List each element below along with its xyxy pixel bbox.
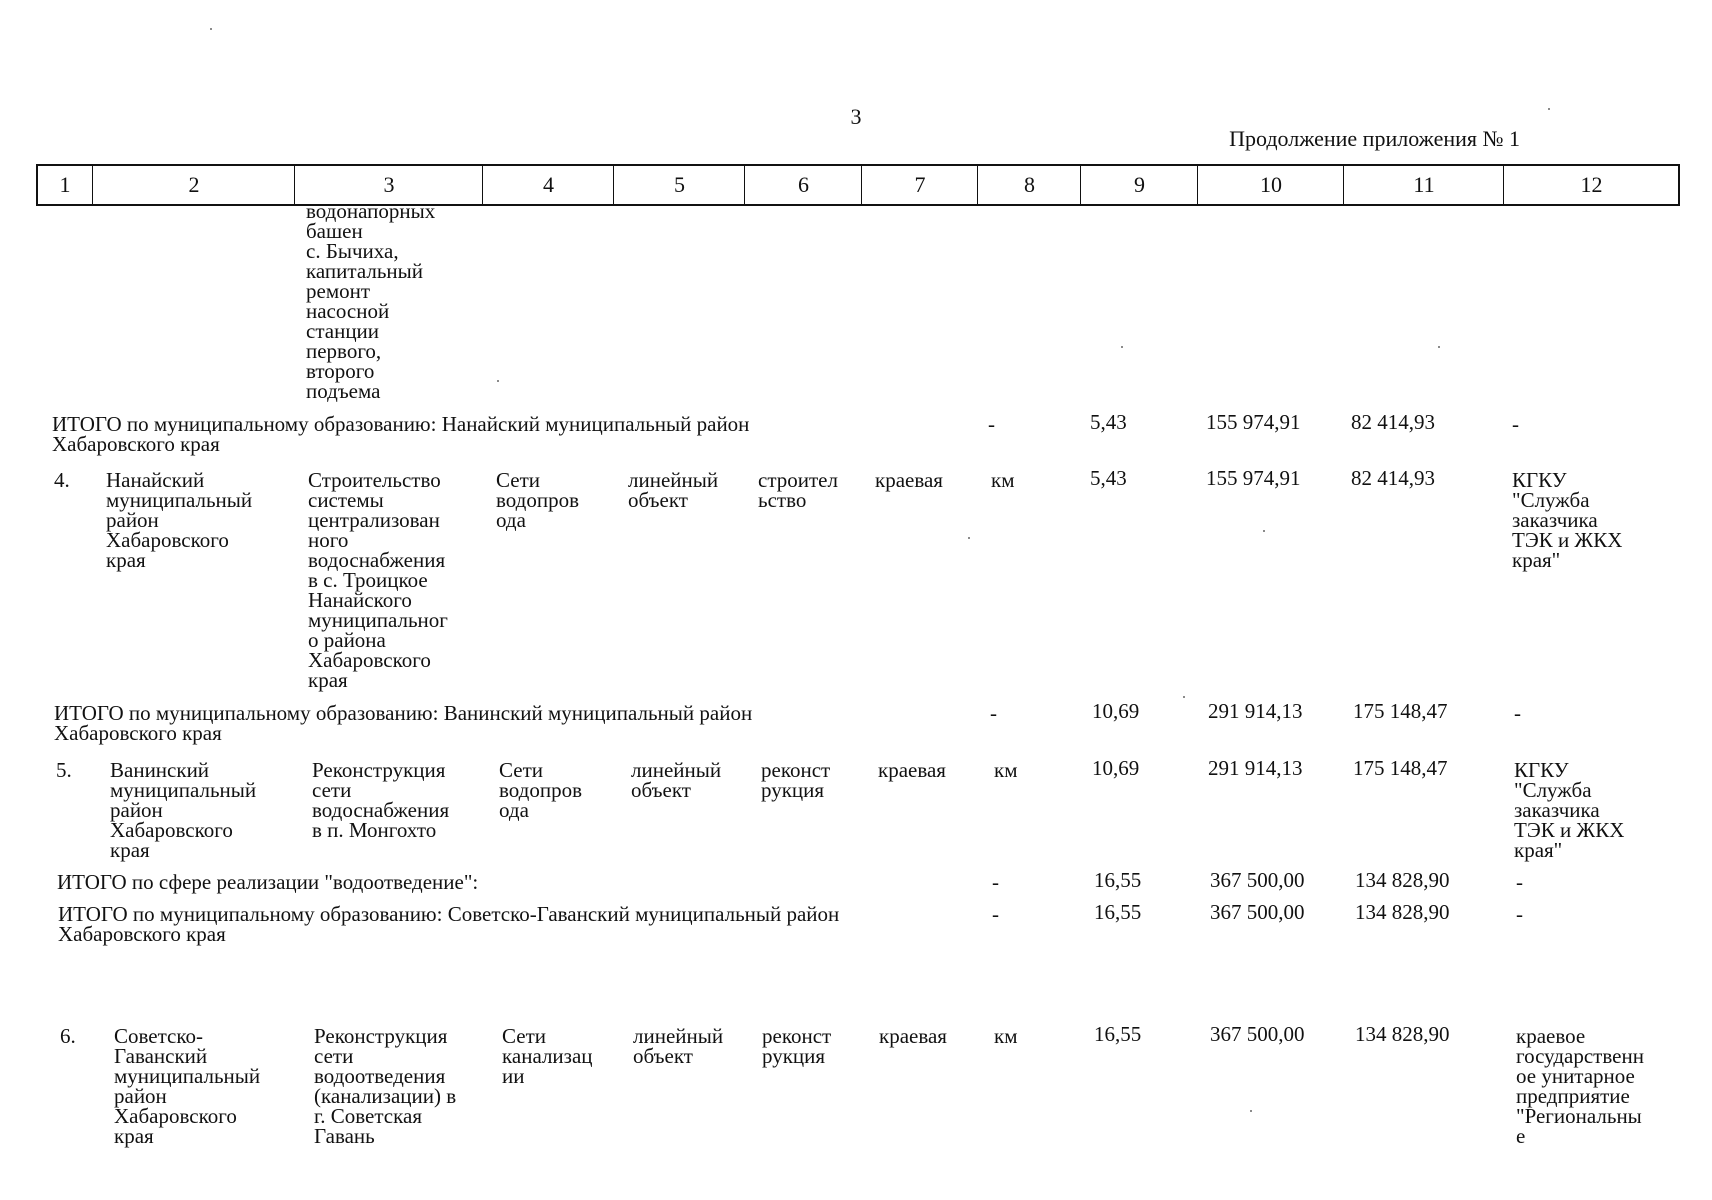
total-vanino-label: ИТОГО по муниципальному образованию: Ванинский муниципальный район Хабаровского края xyxy=(54,701,753,745)
header-col-6: 6 xyxy=(744,166,862,204)
page-number: 3 xyxy=(850,104,862,129)
row5-object-kind: линейный объект xyxy=(631,758,722,802)
row5-ownership: краевая xyxy=(878,758,946,782)
row4-network-type: Сети водопров ода xyxy=(496,468,580,532)
row5-funding: 175 148,47 xyxy=(1353,756,1448,780)
row6-work-type: реконст рукция xyxy=(762,1024,832,1068)
total-sewer-customer: - xyxy=(1516,870,1523,894)
total-sovgav-customer: - xyxy=(1516,902,1523,926)
row6-object: Реконструкция сети водоотведения (канализации) в г. Советская Гавань xyxy=(314,1024,457,1148)
header-col-12: 12 xyxy=(1503,166,1679,204)
row6-number: 6. xyxy=(60,1024,76,1048)
total-nanai-funding: 82 414,93 xyxy=(1351,410,1435,434)
scan-speck xyxy=(1121,346,1123,348)
row6-unit: км xyxy=(994,1024,1018,1048)
scan-speck xyxy=(1263,530,1265,532)
table-header xyxy=(36,164,1680,206)
total-sewer-c8: - xyxy=(992,870,999,894)
row6-network-type: Сети канализац ии xyxy=(502,1024,593,1088)
row5-work-type: реконст рукция xyxy=(761,758,831,802)
scan-speck xyxy=(1183,696,1185,698)
total-sovgav-c8: - xyxy=(992,902,999,926)
total-sovgav-funding: 134 828,90 xyxy=(1355,900,1450,924)
total-sewer-funding: 134 828,90 xyxy=(1355,868,1450,892)
row4-object-kind: линейный объект xyxy=(628,468,719,512)
row5-municipality: Ванинский муниципальный район Хабаровского края xyxy=(110,758,257,862)
scan-speck xyxy=(1250,1110,1252,1112)
total-nanai-label: ИТОГО по муниципальному образованию: Нанайский муниципальный район Хабаровского края xyxy=(52,412,750,456)
total-sovgav-label: ИТОГО по муниципальному образованию: Советско-Гаванский муниципальный район Хабаровского края xyxy=(58,902,840,946)
row4-unit: км xyxy=(991,468,1015,492)
row4-object: Строительство системы централизован ного водоснабжения в с. Троицкое Нанайского муниципальног о района Хабаровского края xyxy=(308,468,448,692)
scan-speck xyxy=(968,537,970,539)
row5-network-type: Сети водопров ода xyxy=(499,758,583,822)
row6-length: 16,55 xyxy=(1094,1022,1142,1046)
scan-speck xyxy=(1438,346,1440,348)
total-vanino-length: 10,69 xyxy=(1092,699,1140,723)
header-col-7: 7 xyxy=(861,166,978,204)
total-sewer-cost: 367 500,00 xyxy=(1210,868,1305,892)
row4-number: 4. xyxy=(54,468,70,492)
total-sovgav-cost: 367 500,00 xyxy=(1210,900,1305,924)
row4-customer: КГКУ "Служба заказчика ТЭК и ЖКХ края" xyxy=(1512,468,1623,572)
row5-object: Реконструкция сети водоснабжения в п. Монгохто xyxy=(312,758,450,842)
row4-municipality: Нанайский муниципальный район Хабаровского края xyxy=(106,468,253,572)
total-vanino-funding: 175 148,47 xyxy=(1353,699,1448,723)
total-sewer-label: ИТОГО по сфере реализации "водоотведение": xyxy=(57,870,479,894)
scan-speck xyxy=(210,28,212,30)
row6-object-kind: линейный объект xyxy=(633,1024,724,1068)
row5-customer: КГКУ "Служба заказчика ТЭК и ЖКХ края" xyxy=(1514,758,1625,862)
row5-cost: 291 914,13 xyxy=(1208,756,1303,780)
row4-work-type: строител ьство xyxy=(758,468,838,512)
header-col-3: 3 xyxy=(294,166,483,204)
row4-length: 5,43 xyxy=(1090,466,1127,490)
header-col-10: 10 xyxy=(1197,166,1344,204)
total-nanai-cost: 155 974,91 xyxy=(1206,410,1301,434)
row4-ownership: краевая xyxy=(875,468,943,492)
total-vanino-cost: 291 914,13 xyxy=(1208,699,1303,723)
row6-funding: 134 828,90 xyxy=(1355,1022,1450,1046)
row5-number: 5. xyxy=(56,758,72,782)
row6-ownership: краевая xyxy=(879,1024,947,1048)
header-col-1: 1 xyxy=(59,172,71,197)
header-col-9: 9 xyxy=(1080,166,1198,204)
row6-municipality: Советско- Гаванский муниципальный район Хабаровского края xyxy=(114,1024,261,1148)
continuation-label: Продолжение приложения № 1 xyxy=(1229,126,1520,151)
cont-row-object: водонапорных башен с. Бычиха, капитальный ремонт насосной станции первого, второго подъема xyxy=(306,199,436,403)
total-sovgav-length: 16,55 xyxy=(1094,900,1142,924)
total-vanino-c8: - xyxy=(990,701,997,725)
header-col-2: 2 xyxy=(92,166,295,204)
row4-funding: 82 414,93 xyxy=(1351,466,1435,490)
header-col-8: 8 xyxy=(977,166,1081,204)
header-col-4: 4 xyxy=(482,166,614,204)
row6-customer: краевое государственн ое унитарное предприятие "Региональны е xyxy=(1516,1024,1644,1148)
scan-speck xyxy=(497,380,499,382)
row5-length: 10,69 xyxy=(1092,756,1140,780)
row5-unit: км xyxy=(994,758,1018,782)
header-col-5: 5 xyxy=(613,166,745,204)
total-nanai-length: 5,43 xyxy=(1090,410,1127,434)
header-col-11: 11 xyxy=(1343,166,1504,204)
total-nanai-c8: - xyxy=(988,412,995,436)
row6-cost: 367 500,00 xyxy=(1210,1022,1305,1046)
row4-cost: 155 974,91 xyxy=(1206,466,1301,490)
total-vanino-customer: - xyxy=(1514,701,1521,725)
scan-speck xyxy=(1548,108,1550,110)
total-sewer-length: 16,55 xyxy=(1094,868,1142,892)
total-nanai-customer: - xyxy=(1512,412,1519,436)
